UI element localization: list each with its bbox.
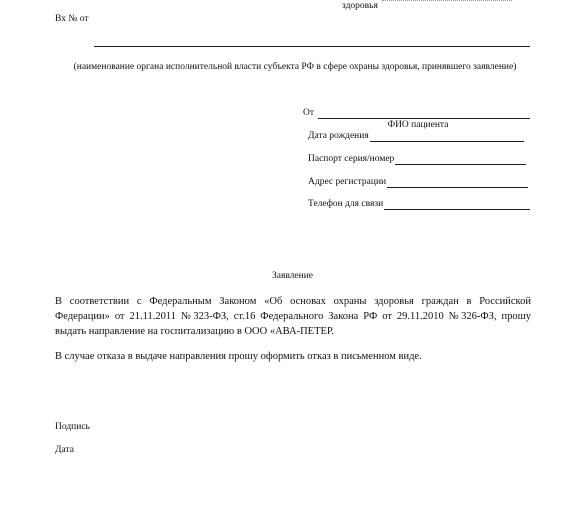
body-paragraph-1: В соответствии с Федеральным Законом «Об основах охраны здоровья граждан в Российской Федерации» от 21.11.2011 №323-ФЗ, ст.16 Федерального Закона РФ от 29.11.2010 №326-ФЗ, прошу выдать направление на госпитализацию в ООО «АВА-ПЕТЕР.: [55, 296, 531, 337]
top-cut-text: здоровья: [342, 1, 378, 11]
address-line: [387, 178, 528, 188]
patient-caption: ФИО пациента: [387, 120, 449, 130]
passport-line: [395, 155, 526, 165]
date-label: Дата: [55, 445, 74, 455]
address-label: Адрес регистрации: [308, 177, 387, 187]
passport-field: [308, 154, 526, 165]
signature-label: Подпись: [55, 422, 90, 432]
authority-line: [94, 46, 530, 47]
document-title: Заявление: [271, 271, 314, 281]
authority-caption: (наименование органа исполнительной власти субъекта РФ в сфере охраны здоровья, принявшего заявление): [73, 62, 517, 72]
passport-label: Паспорт серия/номер: [308, 154, 395, 164]
phone-line: [384, 200, 530, 210]
from-label: От: [303, 108, 315, 118]
address-field: [308, 177, 528, 188]
phone-label: Телефон для связи: [308, 199, 384, 209]
body-paragraph-2: В случае отказа в выдаче направления прошу оформить отказ в письменном виде.: [55, 351, 422, 362]
registration-label: Вх № от: [55, 14, 89, 24]
patient-name-line: [318, 118, 530, 119]
birth-date-field: [308, 131, 524, 142]
birth-date-label: Дата рождения: [308, 131, 369, 141]
top-cut-line: [382, 0, 512, 1]
birth-date-line: [370, 132, 524, 142]
phone-field: [308, 199, 530, 210]
